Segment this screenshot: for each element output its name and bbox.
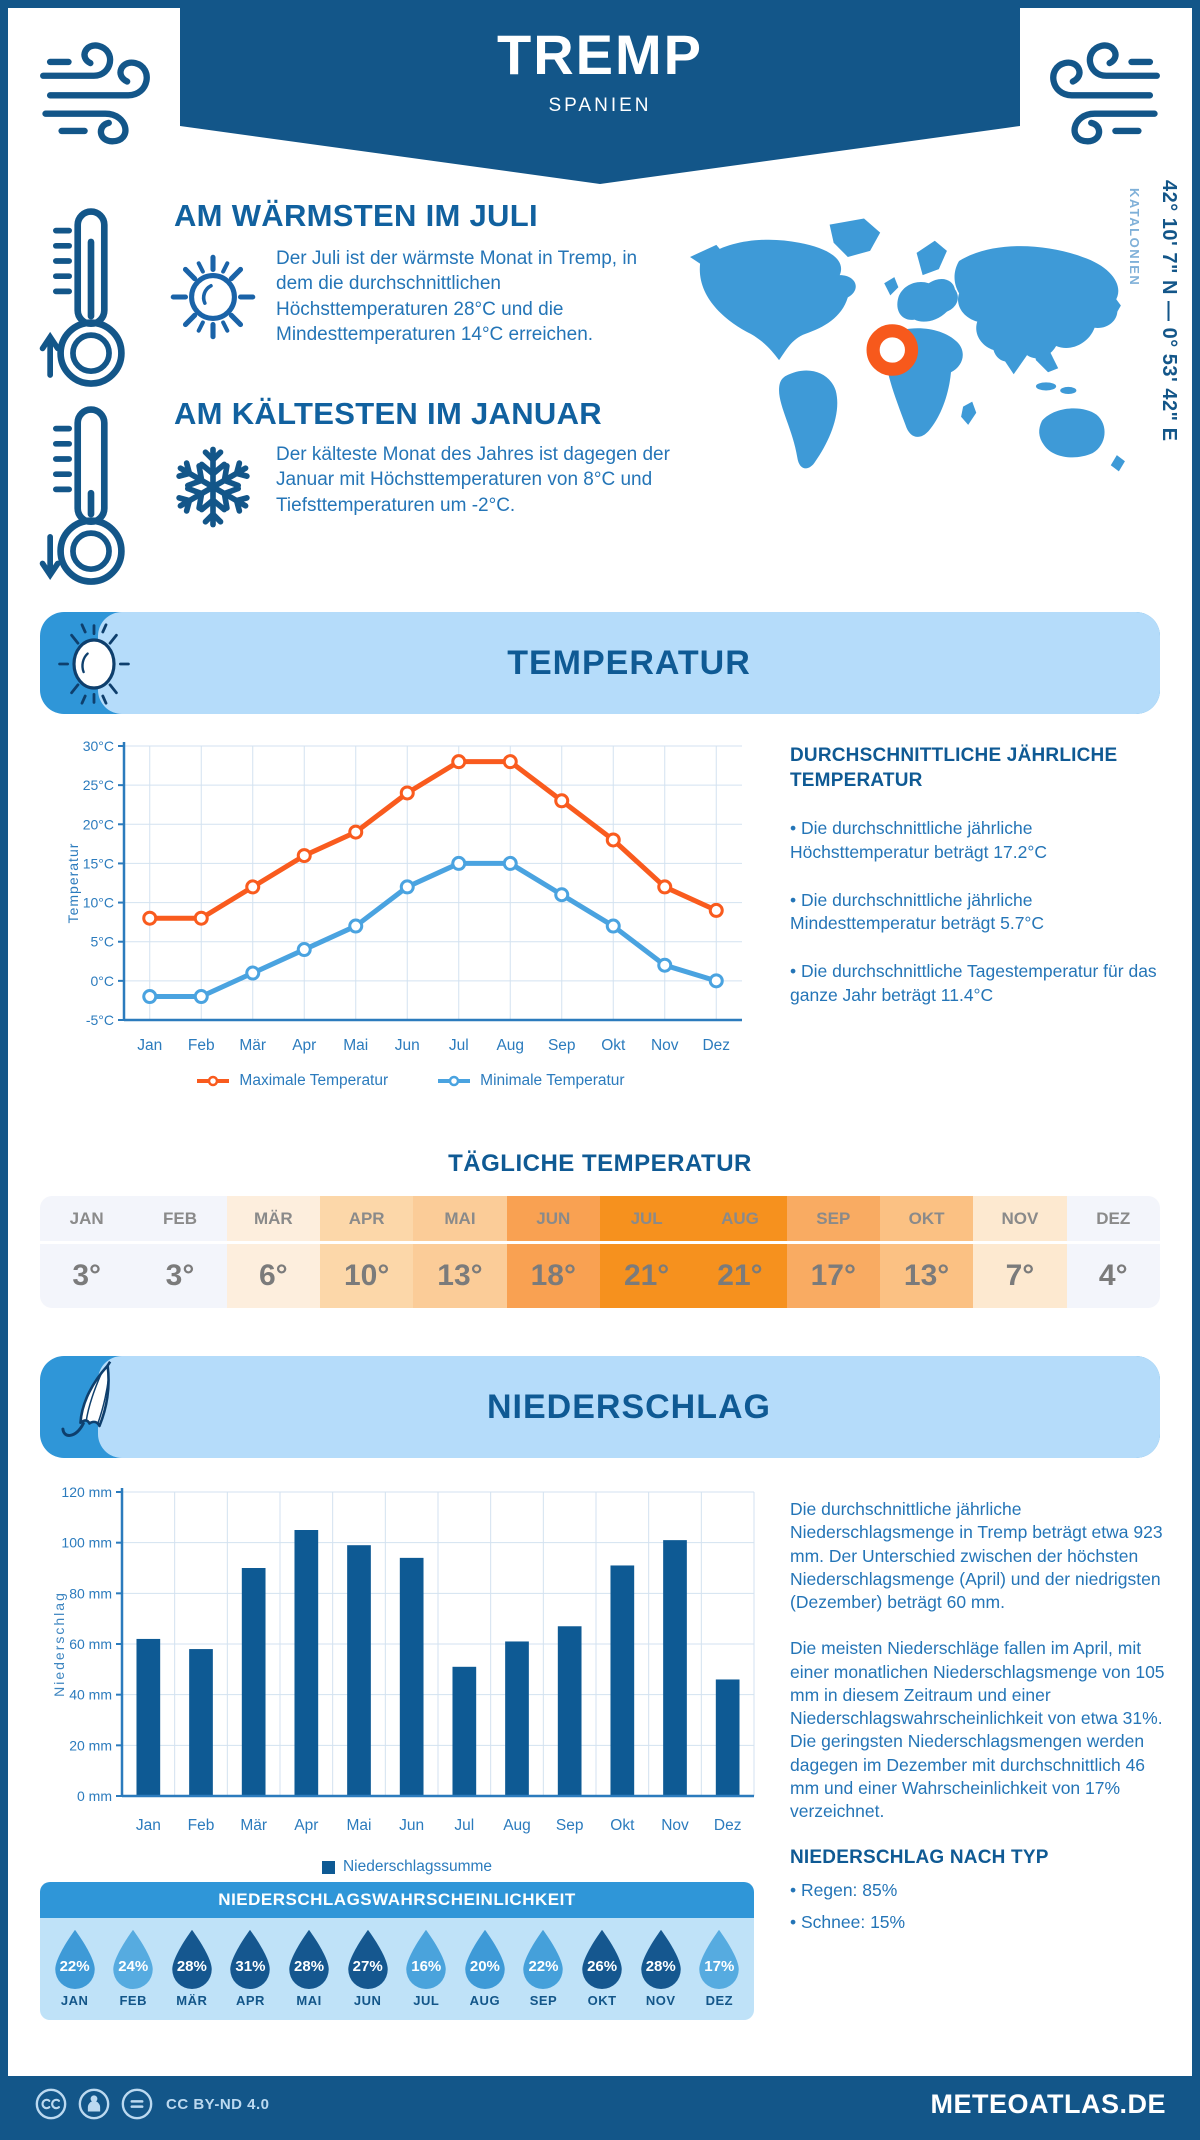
svg-text:Sep: Sep	[547, 1037, 576, 1054]
droplet-percentage: 20%	[469, 1958, 500, 1975]
svg-text:20°C: 20°C	[82, 816, 114, 833]
droplet-percentage: 31%	[235, 1958, 266, 1975]
legend-line-swatch	[195, 1075, 231, 1087]
svg-text:Nov: Nov	[661, 1817, 689, 1834]
annual-temperature-bullet: • Die durchschnittliche jährliche Mindesttemperatur beträgt 5.7°C	[790, 889, 1045, 934]
svg-text:Jun: Jun	[399, 1817, 425, 1834]
svg-text:5°C: 5°C	[90, 933, 114, 950]
precipitation-probability-heading: NIEDERSCHLAGSWAHRSCHEINLICHKEIT	[40, 1882, 754, 1918]
droplet-percentage: 22%	[528, 1958, 559, 1975]
precipitation-paragraph: Die meisten Niederschläge fallen im April, mit einer monatlichen Niederschlagsmenge von 105 mm in diesem Zeitraum und einer Niederschlagswahrscheinlichkeit von etwa 31%. Die geringsten Niederschlagsmengen werden dagegen im Dezember mit durchschnittlich 46 mm und einer Wahrscheinlichkeit von 17% verzeichnet.	[790, 1638, 1165, 1822]
daily-temperature-month: JUL	[600, 1196, 693, 1244]
daily-temperature-heading: TÄGLICHE TEMPERATUR	[448, 1150, 752, 1177]
banner-chevron	[180, 126, 1020, 184]
legend-item	[436, 1072, 624, 1090]
svg-text:30°C: 30°C	[82, 738, 114, 754]
daily-temperature-column	[320, 1196, 413, 1308]
droplet-month-label: OKT	[587, 1993, 617, 2008]
daily-temperature-month: NOV	[973, 1196, 1066, 1244]
snowflake-icon	[166, 440, 260, 534]
svg-text:Jul: Jul	[454, 1817, 475, 1834]
droplet-percentage: 24%	[118, 1958, 149, 1975]
daily-temperature-month: MÄR	[227, 1196, 320, 1244]
probability-droplet	[457, 1928, 513, 2008]
daily-temperature-column	[880, 1196, 973, 1308]
droplet-month-label: DEZ	[705, 1993, 734, 2008]
svg-text:Apr: Apr	[294, 1817, 319, 1834]
legend-label: Maximale Temperatur	[239, 1072, 389, 1089]
droplet-percentage: 16%	[411, 1958, 442, 1975]
precipitation-banner-body	[98, 1356, 1160, 1458]
precipitation-text-block	[790, 1498, 1172, 1934]
probability-droplet	[47, 1928, 103, 2008]
droplet-month-label: JUL	[413, 1993, 440, 2008]
precipitation-type-bullet: • Schnee: 15%	[790, 1911, 906, 1932]
precipitation-section-banner	[40, 1356, 1160, 1458]
droplet-shape-wrap	[167, 1928, 217, 1990]
svg-text:20 mm: 20 mm	[69, 1737, 112, 1754]
daily-temperature-value: 17°	[810, 1259, 856, 1292]
svg-text:Jun: Jun	[394, 1037, 420, 1054]
legend-item	[195, 1072, 388, 1090]
daily-temperature-column	[227, 1196, 320, 1308]
svg-text:80 mm: 80 mm	[69, 1585, 112, 1602]
svg-text:120 mm: 120 mm	[61, 1484, 112, 1500]
daily-temperature-table	[40, 1196, 1160, 1308]
svg-text:25°C: 25°C	[82, 777, 114, 794]
svg-text:Dez: Dez	[713, 1817, 742, 1834]
daily-temperature-value: 4°	[1098, 1259, 1128, 1292]
daily-temperature-column	[40, 1196, 133, 1308]
daily-temperature-column	[133, 1196, 226, 1308]
precipitation-section-title: NIEDERSCHLAG	[486, 1387, 772, 1426]
svg-text:Okt: Okt	[610, 1817, 635, 1834]
svg-text:Jan: Jan	[135, 1817, 161, 1834]
temperature-section-banner	[40, 612, 1160, 714]
daily-temperature-value: 13°	[437, 1259, 483, 1292]
precipitation-bar-chart	[48, 1476, 766, 1852]
droplet-shape-wrap	[636, 1928, 686, 1990]
probability-droplet	[633, 1928, 689, 2008]
svg-text:60 mm: 60 mm	[69, 1636, 112, 1652]
droplet-month-label: MÄR	[176, 1993, 208, 2008]
daily-temperature-value: 7°	[1005, 1259, 1035, 1292]
cc-icon	[34, 2087, 68, 2121]
svg-text:Feb: Feb	[187, 1817, 215, 1834]
sun-icon	[160, 244, 266, 350]
daily-temperature-column	[1067, 1196, 1160, 1308]
svg-text:Niederschlag: Niederschlag	[51, 1591, 67, 1697]
precipitation-type-heading: NIEDERSCHLAG NACH TYP	[790, 1847, 1049, 1869]
droplet-percentage: 28%	[645, 1958, 676, 1975]
droplet-shape-wrap	[108, 1928, 158, 1990]
daily-temperature-value: 10°	[343, 1259, 390, 1292]
daily-temperature-column	[413, 1196, 506, 1308]
svg-text:Jan: Jan	[137, 1037, 163, 1054]
svg-text:Feb: Feb	[187, 1037, 215, 1054]
warm-section-title: AM WÄRMSTEN IM JULI	[174, 198, 538, 233]
svg-text:0°C: 0°C	[90, 972, 114, 989]
svg-text:Okt: Okt	[601, 1037, 626, 1054]
temperature-banner-body	[98, 612, 1160, 714]
cold-section-text: Der kälteste Monat des Jahres ist dagegen der Januar mit Höchsttemperaturen von 8°C und Tiefsttemperaturen um -2°C.	[276, 444, 670, 516]
cold-section-title: AM KÄLTESTEN IM JANUAR	[174, 396, 602, 431]
droplet-percentage: 28%	[294, 1958, 325, 1975]
droplet-shape-wrap	[50, 1928, 100, 1990]
svg-text:Apr: Apr	[292, 1037, 317, 1054]
region-label: KATALONIEN	[1127, 188, 1142, 287]
legend-item	[322, 1858, 492, 1876]
probability-droplet	[164, 1928, 220, 2008]
warm-section-text: Der Juli ist der wärmste Monat in Tremp, in dem die durchschnittlichen Höchsttemperaturen 28°C und die Mindesttemperaturen 14°C erreichen.	[276, 248, 638, 345]
annual-temperature-block	[790, 744, 1168, 1007]
svg-text:0 mm: 0 mm	[77, 1788, 112, 1804]
svg-text:Aug: Aug	[496, 1037, 525, 1054]
daily-temperature-column	[693, 1196, 786, 1308]
daily-temperature-value: 13°	[903, 1259, 950, 1292]
daily-temperature-value: 18°	[530, 1259, 576, 1292]
wind-icon	[1028, 28, 1166, 158]
daily-temperature-month: OKT	[880, 1196, 973, 1244]
coordinates-label: 42° 10' 7" N — 0° 53' 42" E	[1158, 180, 1180, 442]
legend-label: Niederschlagssumme	[342, 1858, 493, 1875]
precipitation-probability-droplets	[40, 1918, 754, 2020]
probability-droplet	[281, 1928, 337, 2008]
license-icons	[34, 2087, 154, 2121]
daily-temperature-column	[787, 1196, 880, 1308]
brand-label: METEOATLAS.DE	[930, 2088, 1166, 2119]
probability-droplet	[398, 1928, 454, 2008]
daily-temperature-column	[973, 1196, 1066, 1308]
annual-temperature-bullet: • Die durchschnittliche Tagestemperatur für das ganze Jahr beträgt 11.4°C	[790, 960, 1157, 1005]
droplet-month-label: JUN	[353, 1993, 382, 2008]
cc-attribution-icon	[77, 2087, 111, 2121]
cc-nd-icon	[120, 2087, 154, 2121]
svg-text:Sep: Sep	[555, 1817, 584, 1834]
svg-text:Aug: Aug	[503, 1817, 531, 1834]
daily-temperature-month: JUN	[507, 1196, 600, 1244]
annual-temperature-heading: DURCHSCHNITTLICHE JÄHRLICHE TEMPERATUR	[790, 745, 1118, 791]
wind-icon	[34, 28, 172, 158]
probability-droplet	[222, 1928, 278, 2008]
droplet-month-label: APR	[235, 1993, 265, 2008]
svg-text:Mai: Mai	[343, 1037, 369, 1054]
svg-text:40 mm: 40 mm	[69, 1686, 112, 1703]
droplet-percentage: 22%	[59, 1958, 90, 1975]
header-banner-rect	[180, 8, 1020, 126]
umbrella-icon	[50, 1360, 146, 1456]
daily-temperature-month: MAI	[413, 1196, 506, 1244]
location-marker	[873, 331, 911, 369]
annual-temperature-bullets	[790, 817, 1168, 1007]
precipitation-type-bullets	[790, 1879, 1172, 1934]
probability-droplet	[515, 1928, 571, 2008]
svg-text:15°C: 15°C	[82, 855, 114, 872]
svg-text:-5°C: -5°C	[85, 1012, 114, 1028]
droplet-shape-wrap	[694, 1928, 744, 1990]
daily-temperature-month: APR	[320, 1196, 413, 1244]
daily-temperature-column	[600, 1196, 693, 1308]
droplet-shape-wrap	[284, 1928, 334, 1990]
droplet-month-label: JAN	[60, 1993, 89, 2008]
thermometer-up-icon	[38, 204, 144, 394]
thermometer-down-icon	[38, 402, 144, 592]
daily-temperature-column	[507, 1196, 600, 1308]
precipitation-type-bullet: • Regen: 85%	[790, 1880, 898, 1901]
droplet-shape-wrap	[225, 1928, 275, 1990]
svg-text:Nov: Nov	[650, 1037, 679, 1054]
precipitation-chart-legend	[48, 1858, 766, 1876]
daily-temperature-month: DEZ	[1067, 1196, 1160, 1244]
probability-droplet	[691, 1928, 747, 2008]
svg-text:Temperatur: Temperatur	[65, 842, 81, 924]
svg-text:Jul: Jul	[448, 1037, 469, 1054]
droplet-percentage: 27%	[352, 1958, 383, 1975]
footer	[8, 2076, 1192, 2132]
droplet-month-label: AUG	[469, 1993, 501, 2008]
license-label: CC BY-ND 4.0	[166, 2095, 270, 2113]
daily-temperature-month: FEB	[133, 1196, 226, 1244]
temperature-section-title: TEMPERATUR	[507, 643, 751, 682]
daily-temperature-month: AUG	[693, 1196, 786, 1244]
svg-text:10°C: 10°C	[82, 894, 114, 911]
droplet-month-label: SEP	[529, 1993, 558, 2008]
droplet-month-label: MAI	[296, 1993, 322, 2008]
world-map	[686, 194, 1131, 506]
daily-temperature-value: 3°	[165, 1259, 195, 1292]
droplet-shape-wrap	[518, 1928, 568, 1990]
daily-temperature-value: 21°	[717, 1259, 763, 1292]
svg-text:Dez: Dez	[702, 1037, 731, 1054]
legend-label: Minimale Temperatur	[480, 1072, 625, 1089]
daily-temperature-month: JAN	[40, 1196, 133, 1244]
probability-droplet	[574, 1928, 630, 2008]
temperature-chart-legend	[64, 1072, 756, 1090]
droplet-percentage: 26%	[587, 1958, 618, 1975]
droplet-shape-wrap	[401, 1928, 451, 1990]
droplet-shape-wrap	[343, 1928, 393, 1990]
temperature-line-chart	[64, 732, 756, 1066]
droplet-percentage: 28%	[176, 1958, 207, 1975]
legend-line-swatch	[436, 1075, 472, 1087]
svg-text:Mai: Mai	[346, 1817, 372, 1834]
precipitation-paragraphs	[790, 1498, 1172, 1823]
header-banner	[180, 8, 1020, 184]
svg-text:100 mm: 100 mm	[61, 1534, 112, 1551]
page-title: TREMP	[497, 23, 703, 86]
droplet-shape-wrap	[577, 1928, 627, 1990]
svg-text:Mär: Mär	[240, 1817, 268, 1834]
daily-temperature-value: 6°	[258, 1259, 288, 1292]
droplet-shape-wrap	[460, 1928, 510, 1990]
daily-temperature-value: 21°	[623, 1259, 670, 1292]
annual-temperature-bullet: • Die durchschnittliche jährliche Höchsttemperatur beträgt 17.2°C	[790, 818, 1047, 862]
precipitation-probability-panel	[40, 1882, 754, 2020]
precipitation-paragraph: Die durchschnittliche jährliche Niederschlagsmenge in Tremp beträgt etwa 923 mm. Der Unterschied zwischen der höchsten Niederschlagsmenge (April) und der niedrigsten (Dezember) beträgt 60 mm.	[790, 1499, 1163, 1613]
droplet-month-label: NOV	[645, 1993, 676, 2008]
probability-droplet	[340, 1928, 396, 2008]
page-subtitle: SPANIEN	[548, 95, 652, 116]
daily-temperature-month: SEP	[787, 1196, 880, 1244]
droplet-percentage: 17%	[704, 1958, 735, 1975]
droplet-month-label: FEB	[119, 1993, 147, 2008]
sun-badge-icon	[50, 616, 146, 712]
daily-temperature-value: 3°	[72, 1259, 101, 1292]
probability-droplet	[105, 1928, 161, 2008]
legend-square-swatch	[322, 1861, 335, 1874]
svg-text:Mär: Mär	[239, 1037, 267, 1054]
